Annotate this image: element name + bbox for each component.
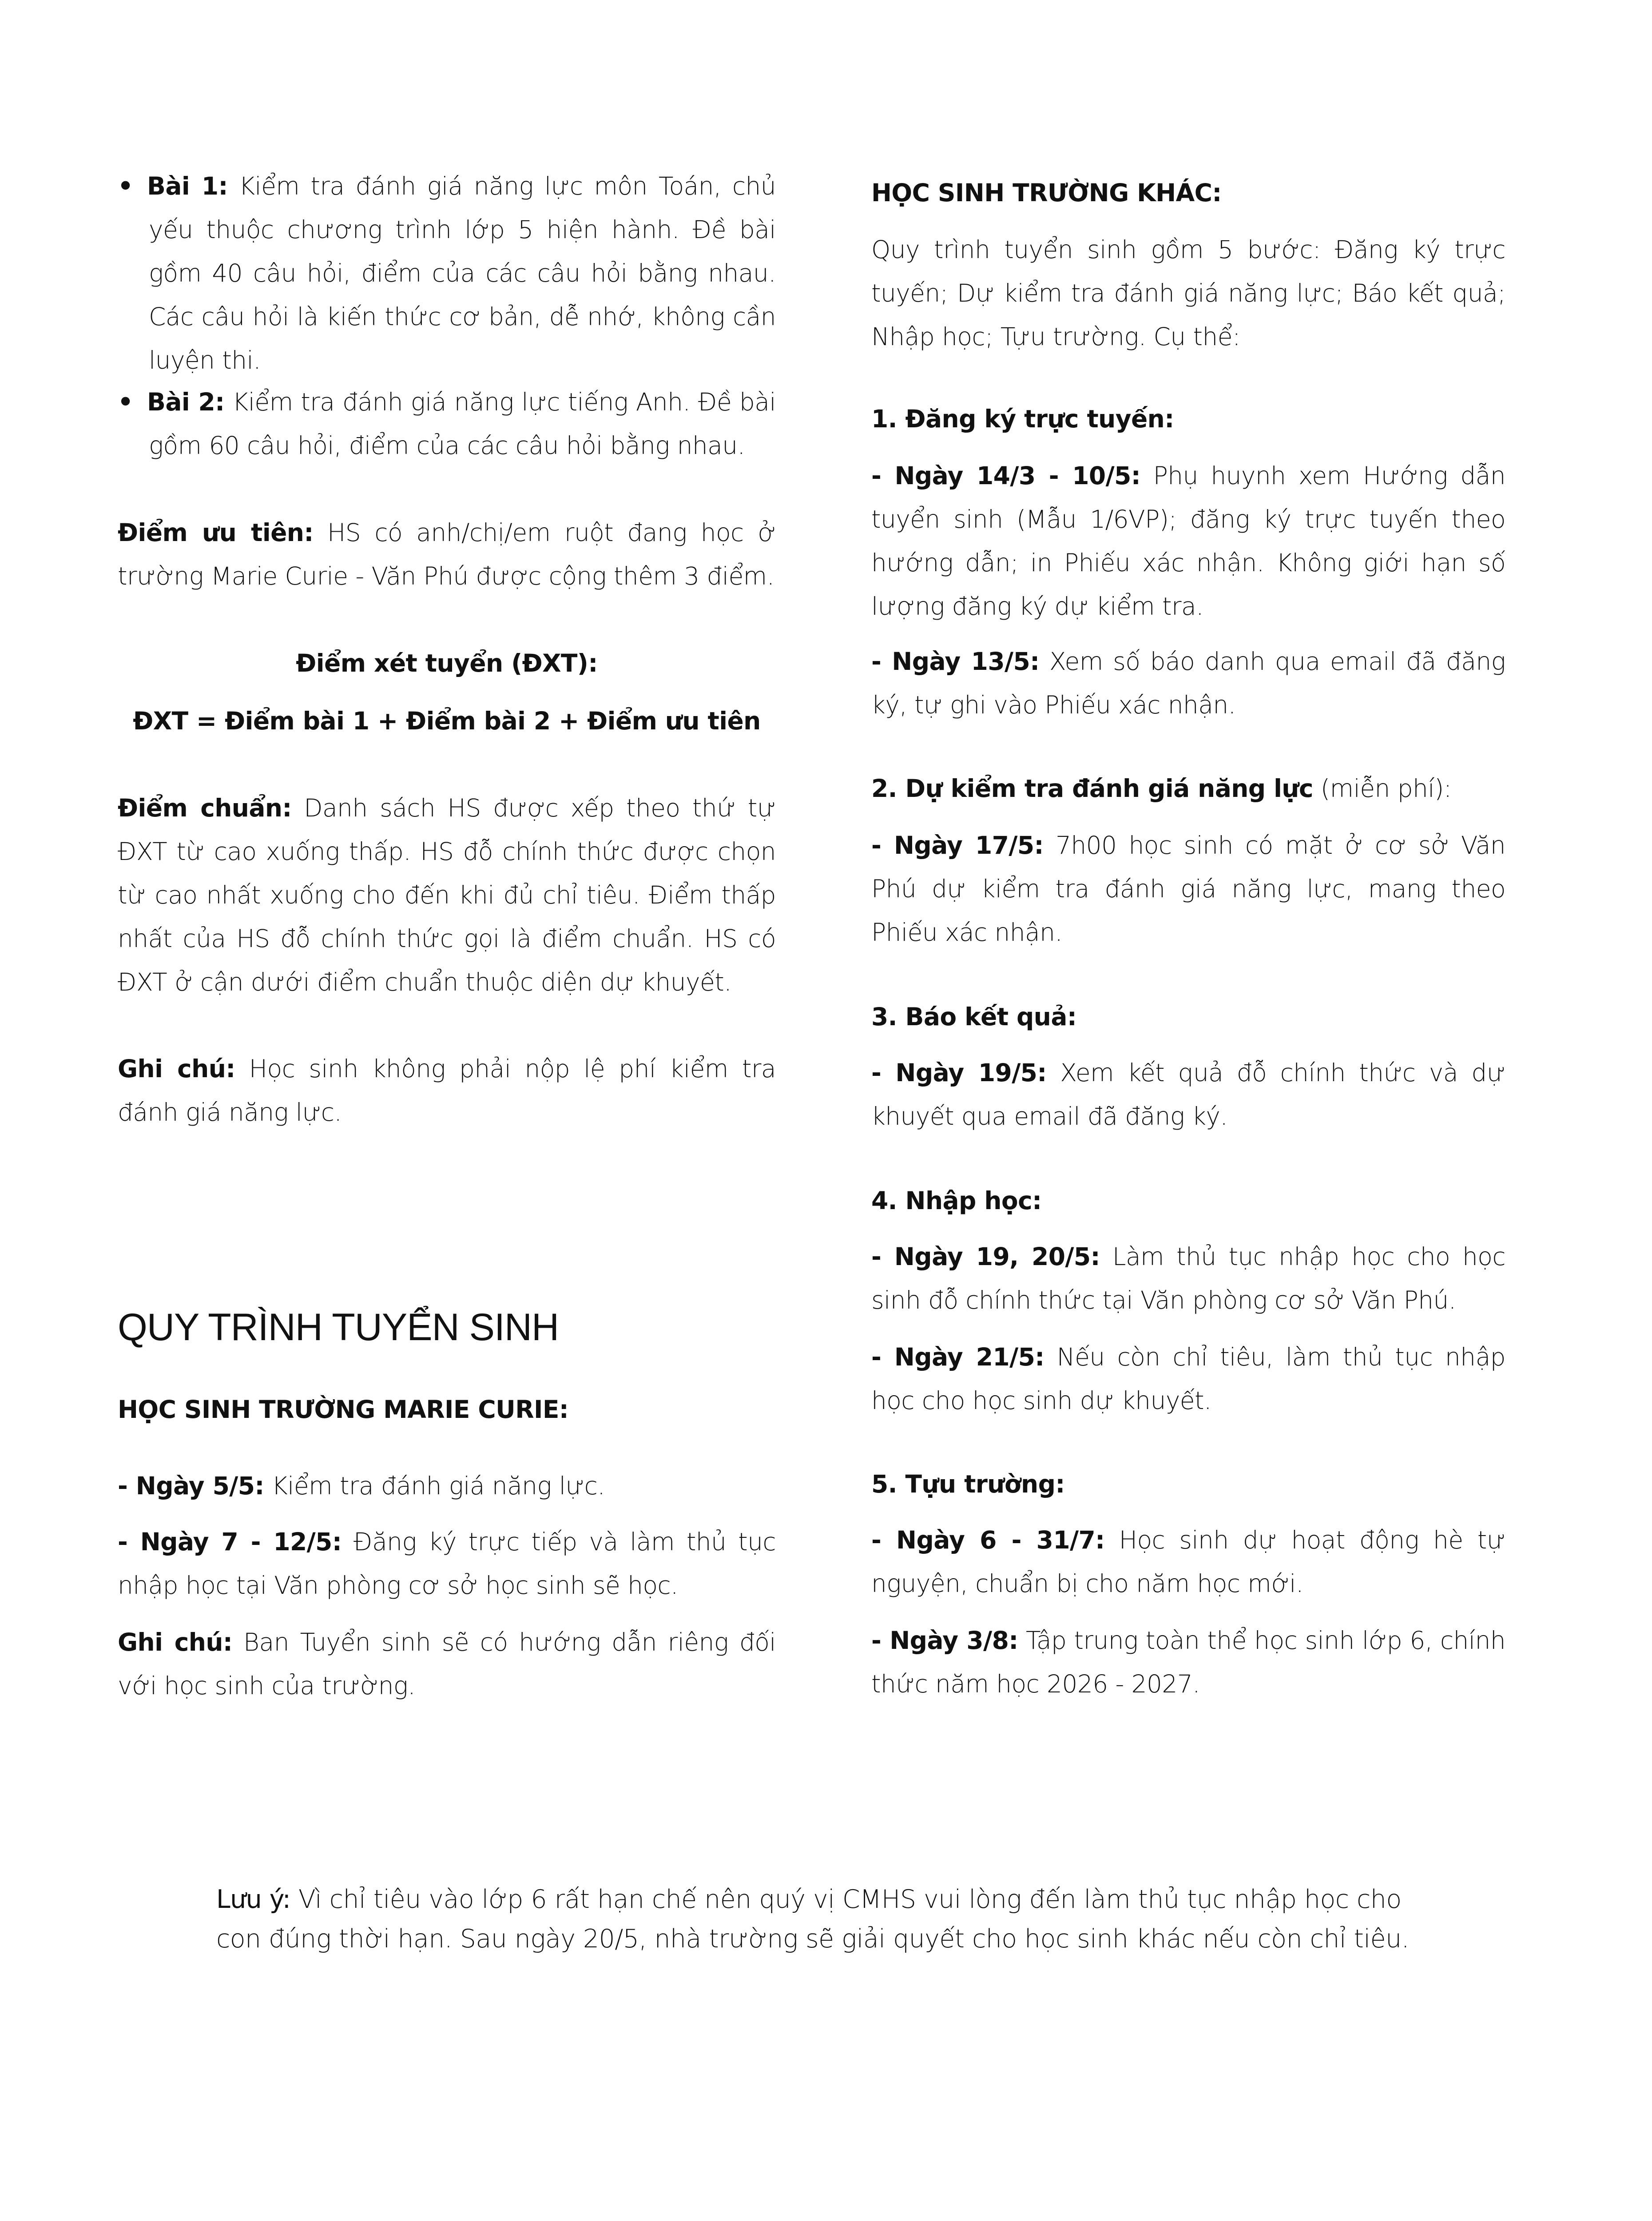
step-1-item-2 xyxy=(871,640,1505,727)
step-2-title: 2. Dự kiểm tra đánh giá năng lực xyxy=(871,774,1313,803)
step-4-item-2-label: - Ngày 21/5: xyxy=(871,1343,1044,1371)
mc-item-2 xyxy=(118,1520,776,1607)
mc-item-2-text: Đăng ký trực tiếp và làm thủ tục nhập học tại Văn phòng cơ sở học sinh sẽ học. xyxy=(118,1528,776,1600)
note-fee-paragraph xyxy=(118,1047,776,1134)
step-5-item-1-text: Học sinh dự hoạt động hè tự nguyện, chuẩn bị cho năm học mới. xyxy=(871,1526,1506,1598)
step-4-item-1-label: - Ngày 19, 20/5: xyxy=(871,1242,1100,1271)
mc-item-1 xyxy=(118,1464,776,1508)
bullet-icon: • xyxy=(118,388,133,416)
step-2-item-1-label: - Ngày 17/5: xyxy=(871,831,1044,860)
mc-item-2-label: - Ngày 7 - 12/5: xyxy=(118,1528,342,1556)
step-5-item-2-label: - Ngày 3/8: xyxy=(871,1626,1018,1655)
step-3-item-1-label: - Ngày 19/5: xyxy=(871,1059,1047,1087)
step-3-item-1 xyxy=(871,1051,1505,1138)
step-1-item-1-label: - Ngày 14/3 - 10/5: xyxy=(871,462,1141,490)
bai-1-text: Kiểm tra đánh giá năng lực môn Toán, chủ yếu thuộc chương trình lớp 5 hiện hành. Đề bài gồm 40 câu hỏi, điểm của các câu hỏi bằng nhau. Các câu hỏi là kiến thức cơ bản, dễ nhớ, không cần luyện thi. xyxy=(149,172,776,374)
step-5-item-2 xyxy=(871,1619,1505,1706)
important-note xyxy=(216,1880,1411,1959)
mc-item-1-label: - Ngày 5/5: xyxy=(118,1472,264,1500)
step-1-item-2-text: Xem số báo danh qua email đã đăng ký, tự ghi vào Phiếu xác nhận. xyxy=(871,647,1505,719)
cutoff-score-paragraph xyxy=(118,786,776,1004)
mc-item-1-text: Kiểm tra đánh giá năng lực. xyxy=(264,1472,605,1500)
priority-points-text: HS có anh/chị/em ruột đang học ở trường Marie Curie - Văn Phú được cộng thêm 3 điểm. xyxy=(118,518,776,590)
step-3-title: 3. Báo kết quả: xyxy=(871,1003,1077,1031)
bai-1-paragraph xyxy=(118,164,776,382)
process-intro: Quy trình tuyển sinh gồm 5 bước: Đăng ký trực tuyến; Dự kiểm tra đánh giá năng lực; Báo kết quả; Nhập học; Tựu trường. Cụ thể: xyxy=(871,235,1505,351)
important-note-label: Lưu ý: xyxy=(216,1885,291,1914)
step-2-title-line xyxy=(871,767,1505,810)
step-1-item-1-text: Phụ huynh xem Hướng dẫn tuyển sinh (Mẫu 1/6VP); đăng ký trực tuyến theo hướng dẫn; in Phiếu xác nhận. Không giới hạn số lượng đăng ký dự kiểm tra. xyxy=(871,462,1505,621)
bullet-icon: • xyxy=(118,172,133,200)
step-4-item-1 xyxy=(871,1235,1505,1322)
note-mc-text: Ban Tuyển sinh sẽ có hướng dẫn riêng đối với học sinh của trường. xyxy=(118,1628,776,1700)
step-2-item-1 xyxy=(871,824,1505,954)
step-4-item-1-text: Làm thủ tục nhập học cho học sinh đỗ chính thức tại Văn phòng cơ sở Văn Phú. xyxy=(871,1242,1505,1314)
step-1-title: 1. Đăng ký trực tuyến: xyxy=(871,405,1174,433)
note-mc-label: Ghi chú: xyxy=(118,1628,233,1656)
important-note-text: Vì chỉ tiêu vào lớp 6 rất hạn chế nên quý vị CMHS vui lòng đến làm thủ tục nhập học cho con đúng thời hạn. Sau ngày 20/5, nhà trường sẽ giải quyết cho học sinh khác nếu còn chỉ tiêu. xyxy=(216,1885,1410,1954)
step-1-item-1 xyxy=(871,454,1505,628)
step-3-item-1-text: Xem kết quả đỗ chính thức và dự khuyết qua email đã đăng ký. xyxy=(871,1059,1505,1130)
cutoff-score-label: Điểm chuẩn: xyxy=(118,794,292,822)
step-5-item-2-text: Tập trung toàn thể học sinh lớp 6, chính thức năm học 2026 - 2027. xyxy=(871,1626,1505,1698)
note-fee-label: Ghi chú: xyxy=(118,1055,235,1083)
bai-2-paragraph xyxy=(118,380,776,467)
section-title: QUY TRÌNH TUYỂN SINH xyxy=(118,1306,559,1349)
step-2-title-suffix: (miễn phí): xyxy=(1313,774,1452,803)
bai-2-label: Bài 2: xyxy=(147,388,225,416)
note-fee-text: Học sinh không phải nộp lệ phí kiểm tra đánh giá năng lực. xyxy=(118,1055,776,1126)
step-4-item-2-text: Nếu còn chỉ tiêu, làm thủ tục nhập học cho học sinh dự khuyết. xyxy=(871,1343,1505,1415)
cutoff-score-text: Danh sách HS được xếp theo thứ tự ĐXT từ cao xuống thấp. HS đỗ chính thức được chọn từ cao nhất xuống cho đến khi đủ chỉ tiêu. Điểm thấp nhất của HS đỗ chính thức gọi là điểm chuẩn. HS có ĐXT ở cận dưới điểm chuẩn thuộc diện dự khuyết. xyxy=(118,794,776,996)
step-5-item-1-label: - Ngày 6 - 31/7: xyxy=(871,1526,1105,1554)
marie-curie-students-heading: HỌC SINH TRƯỜNG MARIE CURIE: xyxy=(118,1395,569,1424)
step-4-title: 4. Nhập học: xyxy=(871,1186,1042,1215)
step-5-title: 5. Tựu trường: xyxy=(871,1470,1065,1498)
note-mc-paragraph xyxy=(118,1620,776,1708)
dxt-formula: ĐXT = Điểm bài 1 + Điểm bài 2 + Điểm ưu tiên xyxy=(133,707,761,735)
priority-points-paragraph xyxy=(118,511,776,598)
dxt-title: Điểm xét tuyển (ĐXT): xyxy=(296,649,598,677)
step-4-item-2 xyxy=(871,1335,1505,1422)
bai-2-text: Kiểm tra đánh giá năng lực tiếng Anh. Đề bài gồm 60 câu hỏi, điểm của các câu hỏi bằng nhau. xyxy=(149,388,776,460)
bai-1-label: Bài 1: xyxy=(147,172,228,200)
step-1-item-2-label: - Ngày 13/5: xyxy=(871,647,1040,676)
step-5-item-1 xyxy=(871,1518,1505,1605)
priority-points-label: Điểm ưu tiên: xyxy=(118,518,314,547)
step-2-item-1-text: 7h00 học sinh có mặt ở cơ sở Văn Phú dự kiểm tra đánh giá năng lực, mang theo Phiếu xác nhận. xyxy=(871,831,1505,947)
other-schools-heading: HỌC SINH TRƯỜNG KHÁC: xyxy=(871,179,1222,207)
